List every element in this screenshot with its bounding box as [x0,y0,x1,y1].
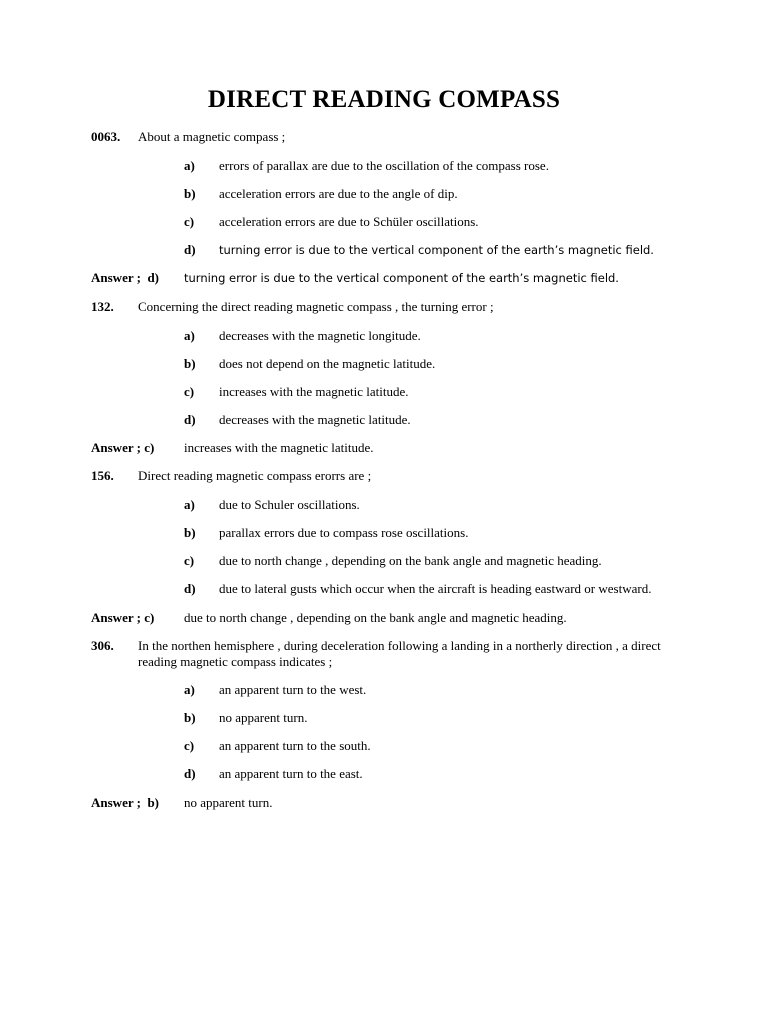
option-letter: d) [184,242,196,257]
option-letter: d) [184,766,196,781]
option-d [184,412,676,428]
option-text: no apparent turn. [219,710,308,725]
option-letter: d) [184,581,196,596]
option-c [184,738,676,754]
question-text: About a magnetic compass ; [138,129,286,144]
option-text: an apparent turn to the west. [219,682,367,697]
option-a [184,328,676,344]
answer-line [91,440,676,456]
page-title: DIRECT READING COMPASS [207,86,561,113]
answer-line [91,610,676,626]
option-letter: b) [184,525,196,540]
option-c [184,553,676,569]
question-306 [91,638,676,810]
option-letter: a) [184,497,195,512]
question-text: Concerning the direct reading magnetic compass , the turning error ; [138,299,494,314]
option-text: acceleration errors are due to the angle of dip. [219,186,458,201]
answer-text: no apparent turn. [184,795,273,810]
option-d [184,581,676,597]
answer-line [91,270,676,286]
option-text: due to Schuler oscillations. [219,497,360,512]
answer-text: due to north change , depending on the bank angle and magnetic heading. [184,610,567,625]
option-c [184,384,676,400]
answer-text: turning error is due to the vertical component of the earth’s magnetic field. [184,271,619,285]
option-text: errors of parallax are due to the oscillation of the compass rose. [219,158,549,173]
question-132 [91,299,676,455]
option-letter: b) [184,356,196,371]
option-text: increases with the magnetic latitude. [219,384,409,399]
question-0063 [91,129,676,285]
option-b [184,186,676,202]
option-a [184,682,676,698]
option-letter: c) [184,553,195,568]
option-text: turning error is due to the vertical component of the earth’s magnetic field. [219,243,654,257]
option-text: decreases with the magnetic latitude. [219,412,411,427]
option-letter: c) [184,214,195,229]
question-number: 156. [91,468,114,483]
option-a [184,497,676,513]
question-number: 132. [91,299,114,314]
option-text: acceleration errors are due to Schüler oscillations. [219,214,479,229]
answer-line [91,795,676,811]
option-letter: a) [184,158,195,173]
option-d [184,766,676,782]
option-b [184,710,676,726]
question-number: 306. [91,638,114,653]
option-letter: c) [184,738,195,753]
option-a [184,158,676,174]
option-b [184,356,676,372]
option-letter: b) [184,710,196,725]
option-text: due to north change , depending on the bank angle and magnetic heading. [219,553,602,568]
option-text: decreases with the magnetic longitude. [219,328,421,343]
option-text: does not depend on the magnetic latitude. [219,356,436,371]
question-text: Direct reading magnetic compass erorrs are ; [138,468,372,483]
question-text-line-2: reading magnetic compass indicates ; [138,654,333,669]
question-text-line-1: In the northen hemisphere , during deceleration following a landing in a northerly direction , a direct [138,638,661,653]
answer-label: Answer ; c) [91,610,155,625]
answer-label: Answer ; d) [91,270,160,285]
answer-label: Answer ; b) [91,795,160,810]
option-c [184,214,676,230]
option-letter: c) [184,384,195,399]
option-letter: b) [184,186,196,201]
answer-label: Answer ; c) [91,440,155,455]
question-156 [91,468,676,625]
answer-text: increases with the magnetic latitude. [184,440,374,455]
option-text: an apparent turn to the south. [219,738,371,753]
option-text: an apparent turn to the east. [219,766,363,781]
option-b [184,525,676,541]
option-letter: d) [184,412,196,427]
option-text: due to lateral gusts which occur when the aircraft is heading eastward or westward. [219,581,652,596]
option-letter: a) [184,328,195,343]
option-letter: a) [184,682,195,697]
option-text: parallax errors due to compass rose oscillations. [219,525,469,540]
option-d [184,242,676,258]
question-number: 0063. [91,129,121,144]
